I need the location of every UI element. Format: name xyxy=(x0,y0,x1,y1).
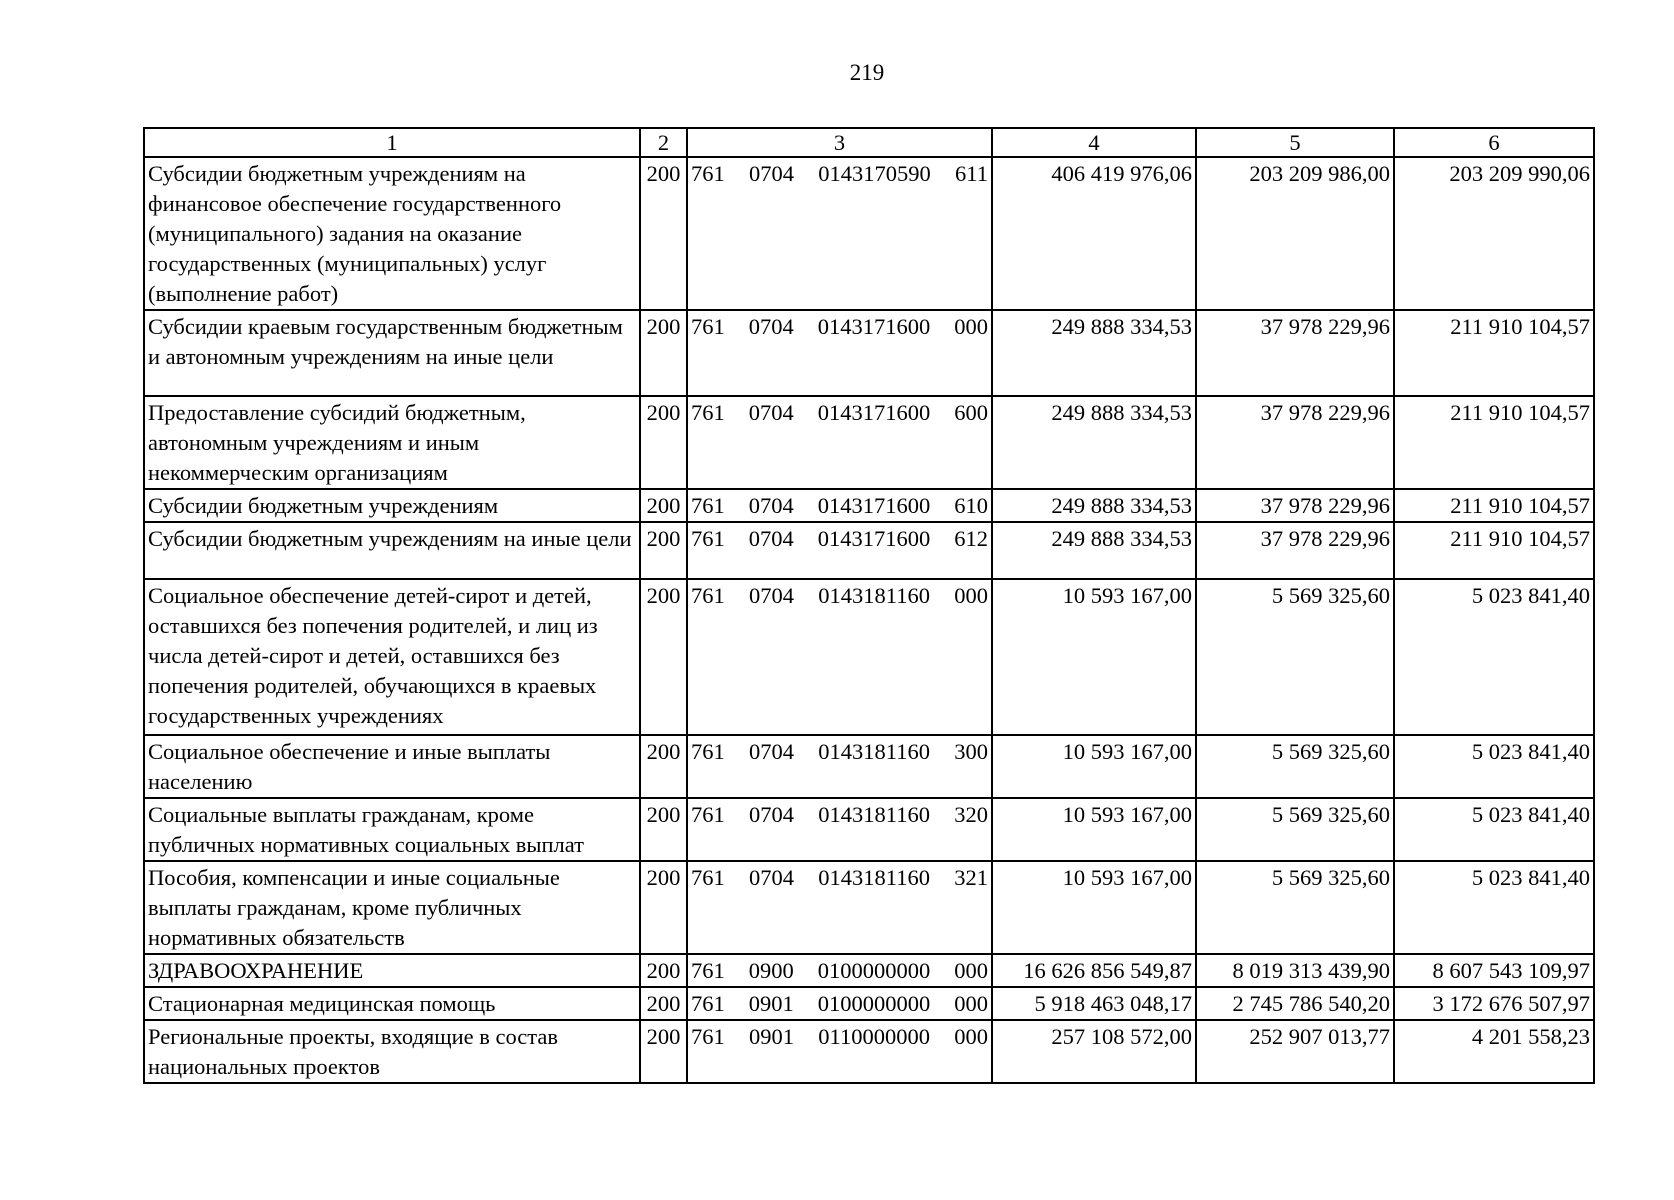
code-expense-type: 611 xyxy=(955,161,988,186)
row-value-col5: 252 907 013,77 xyxy=(1196,1020,1394,1083)
code-section: 0704 xyxy=(748,314,794,339)
table-row xyxy=(144,396,1594,489)
row-value-col4: 249 888 334,53 xyxy=(992,522,1196,579)
code-expense-type: 600 xyxy=(954,400,988,425)
code-expense-type: 320 xyxy=(954,802,988,827)
row-value-col5: 37 978 229,96 xyxy=(1196,396,1394,489)
code-expense-type: 000 xyxy=(954,314,988,339)
row-description: Пособия, компенсации и иные социальные выплаты гражданам, кроме публичных нормативных обязательств xyxy=(144,861,640,954)
row-code-col2: 200 xyxy=(640,396,687,489)
row-classification-code xyxy=(687,522,992,579)
row-value-col5: 5 569 325,60 xyxy=(1196,735,1394,798)
code-target-article: 0143171600 xyxy=(817,493,931,518)
header-cell: 3 xyxy=(687,128,992,157)
header-cell: 2 xyxy=(640,128,687,157)
row-value-col4: 249 888 334,53 xyxy=(992,310,1196,396)
table-row xyxy=(144,735,1594,798)
row-description: Субсидии бюджетным учреждениям xyxy=(144,489,640,522)
table-row xyxy=(144,861,1594,954)
code-expense-type: 000 xyxy=(954,1024,988,1049)
row-value-col4: 406 419 976,06 xyxy=(992,157,1196,310)
code-target-article: 0143181160 xyxy=(818,802,930,827)
row-value-col6: 211 910 104,57 xyxy=(1394,489,1594,522)
header-cell: 4 xyxy=(992,128,1196,157)
row-classification-code xyxy=(687,1020,992,1083)
row-classification-code xyxy=(687,310,992,396)
row-classification-code xyxy=(687,579,992,735)
row-description: Региональные проекты, входящие в состав национальных проектов xyxy=(144,1020,640,1083)
row-value-col4: 16 626 856 549,87 xyxy=(992,954,1196,987)
table-header-row xyxy=(144,128,1594,157)
row-code-col2: 200 xyxy=(640,579,687,735)
code-expense-type: 612 xyxy=(954,526,988,551)
code-expense-type: 321 xyxy=(954,865,988,890)
row-code-col2: 200 xyxy=(640,489,687,522)
row-value-col6: 3 172 676 507,97 xyxy=(1394,987,1594,1020)
code-section: 0704 xyxy=(749,161,795,186)
table-row xyxy=(144,310,1594,396)
row-value-col4: 10 593 167,00 xyxy=(992,798,1196,861)
code-grbs: 761 xyxy=(691,802,725,827)
code-target-article: 0143181160 xyxy=(818,739,930,764)
header-cell: 5 xyxy=(1196,128,1394,157)
row-value-col6: 5 023 841,40 xyxy=(1394,579,1594,735)
code-target-article: 0100000000 xyxy=(817,958,931,983)
row-value-col5: 37 978 229,96 xyxy=(1196,310,1394,396)
row-description: Субсидии краевым государственным бюджетным и автономным учреждениям на иные цели xyxy=(144,310,640,396)
row-value-col5: 2 745 786 540,20 xyxy=(1196,987,1394,1020)
row-code-col2: 200 xyxy=(640,157,687,310)
row-value-col4: 5 918 463 048,17 xyxy=(992,987,1196,1020)
table-row xyxy=(144,157,1594,310)
row-classification-code xyxy=(687,987,992,1020)
row-code-col2: 200 xyxy=(640,735,687,798)
row-description: Социальные выплаты гражданам, кроме публичных нормативных социальных выплат xyxy=(144,798,640,861)
code-grbs: 761 xyxy=(691,991,725,1016)
code-expense-type: 000 xyxy=(954,958,988,983)
row-value-col4: 10 593 167,00 xyxy=(992,861,1196,954)
code-section: 0704 xyxy=(749,739,795,764)
code-expense-type: 610 xyxy=(954,493,988,518)
row-value-col4: 249 888 334,53 xyxy=(992,396,1196,489)
row-classification-code xyxy=(687,954,992,987)
table-row xyxy=(144,579,1594,735)
code-section: 0704 xyxy=(749,583,795,608)
row-value-col4: 257 108 572,00 xyxy=(992,1020,1196,1083)
row-code-col2: 200 xyxy=(640,861,687,954)
code-section: 0704 xyxy=(749,865,795,890)
row-value-col4: 10 593 167,00 xyxy=(992,579,1196,735)
code-grbs: 761 xyxy=(691,958,725,983)
row-value-col6: 8 607 543 109,97 xyxy=(1394,954,1594,987)
code-section: 0901 xyxy=(749,1024,795,1049)
code-target-article: 0143181160 xyxy=(818,865,930,890)
code-target-article: 0143181160 xyxy=(818,583,930,608)
code-target-article: 0143170590 xyxy=(818,161,931,186)
code-grbs: 761 xyxy=(691,400,725,425)
row-description: Стационарная медицинская помощь xyxy=(144,987,640,1020)
table-row xyxy=(144,954,1594,987)
row-value-col6: 5 023 841,40 xyxy=(1394,798,1594,861)
code-section: 0704 xyxy=(748,400,794,425)
row-code-col2: 200 xyxy=(640,310,687,396)
code-expense-type: 300 xyxy=(954,739,988,764)
row-code-col2: 200 xyxy=(640,798,687,861)
row-value-col5: 203 209 986,00 xyxy=(1196,157,1394,310)
row-value-col5: 8 019 313 439,90 xyxy=(1196,954,1394,987)
row-description: Предоставление субсидий бюджетным, автономным учреждениям и иным некоммерческим организациям xyxy=(144,396,640,489)
code-grbs: 761 xyxy=(691,314,725,339)
code-expense-type: 000 xyxy=(954,991,988,1016)
code-target-article: 0143171600 xyxy=(817,526,931,551)
row-description: Социальное обеспечение детей-сирот и детей, оставшихся без попечения родителей, и лиц из числа детей-сирот и детей, оставшихся без попечения родителей, обучающихся в краевых государственных учреждениях xyxy=(144,579,640,735)
row-value-col6: 5 023 841,40 xyxy=(1394,735,1594,798)
page-number: 219 xyxy=(849,60,885,85)
code-grbs: 761 xyxy=(691,1024,725,1049)
header-cell: 6 xyxy=(1394,128,1594,157)
code-section: 0704 xyxy=(749,802,795,827)
budget-table xyxy=(143,127,1595,1084)
code-expense-type: 000 xyxy=(954,583,988,608)
code-section: 0704 xyxy=(748,493,794,518)
row-code-col2: 200 xyxy=(640,1020,687,1083)
row-value-col5: 37 978 229,96 xyxy=(1196,522,1394,579)
row-description: Субсидии бюджетным учреждениям на иные цели xyxy=(144,522,640,579)
code-section: 0901 xyxy=(748,991,794,1016)
row-value-col6: 4 201 558,23 xyxy=(1394,1020,1594,1083)
code-section: 0704 xyxy=(748,526,794,551)
code-grbs: 761 xyxy=(691,865,725,890)
table-row xyxy=(144,522,1594,579)
code-target-article: 0100000000 xyxy=(817,991,931,1016)
row-value-col4: 10 593 167,00 xyxy=(992,735,1196,798)
row-classification-code xyxy=(687,489,992,522)
row-classification-code xyxy=(687,157,992,310)
row-code-col2: 200 xyxy=(640,987,687,1020)
code-target-article: 0110000000 xyxy=(818,1024,930,1049)
row-classification-code xyxy=(687,861,992,954)
row-code-col2: 200 xyxy=(640,954,687,987)
row-description: Социальное обеспечение и иные выплаты населению xyxy=(144,735,640,798)
row-value-col6: 211 910 104,57 xyxy=(1394,310,1594,396)
row-code-col2: 200 xyxy=(640,522,687,579)
table-row xyxy=(144,489,1594,522)
row-value-col5: 5 569 325,60 xyxy=(1196,861,1394,954)
row-value-col5: 37 978 229,96 xyxy=(1196,489,1394,522)
row-value-col5: 5 569 325,60 xyxy=(1196,579,1394,735)
code-grbs: 761 xyxy=(691,526,725,551)
row-value-col6: 211 910 104,57 xyxy=(1394,396,1594,489)
table-row xyxy=(144,1020,1594,1083)
table-row xyxy=(144,798,1594,861)
row-classification-code xyxy=(687,735,992,798)
code-section: 0900 xyxy=(748,958,794,983)
row-value-col6: 203 209 990,06 xyxy=(1394,157,1594,310)
row-value-col5: 5 569 325,60 xyxy=(1196,798,1394,861)
code-target-article: 0143171600 xyxy=(817,314,931,339)
row-description: Субсидии бюджетным учреждениям на финансовое обеспечение государственного (муниципального) задания на оказание государственных (муниципальных) услуг (выполнение работ) xyxy=(144,157,640,310)
table-row xyxy=(144,987,1594,1020)
row-value-col6: 211 910 104,57 xyxy=(1394,522,1594,579)
row-classification-code xyxy=(687,798,992,861)
code-grbs: 761 xyxy=(691,161,725,186)
row-classification-code xyxy=(687,396,992,489)
header-cell: 1 xyxy=(144,128,640,157)
row-value-col4: 249 888 334,53 xyxy=(992,489,1196,522)
code-grbs: 761 xyxy=(691,583,725,608)
code-grbs: 761 xyxy=(691,739,725,764)
code-target-article: 0143171600 xyxy=(817,400,931,425)
row-description: ЗДРАВООХРАНЕНИЕ xyxy=(144,954,640,987)
row-value-col6: 5 023 841,40 xyxy=(1394,861,1594,954)
code-grbs: 761 xyxy=(691,493,725,518)
